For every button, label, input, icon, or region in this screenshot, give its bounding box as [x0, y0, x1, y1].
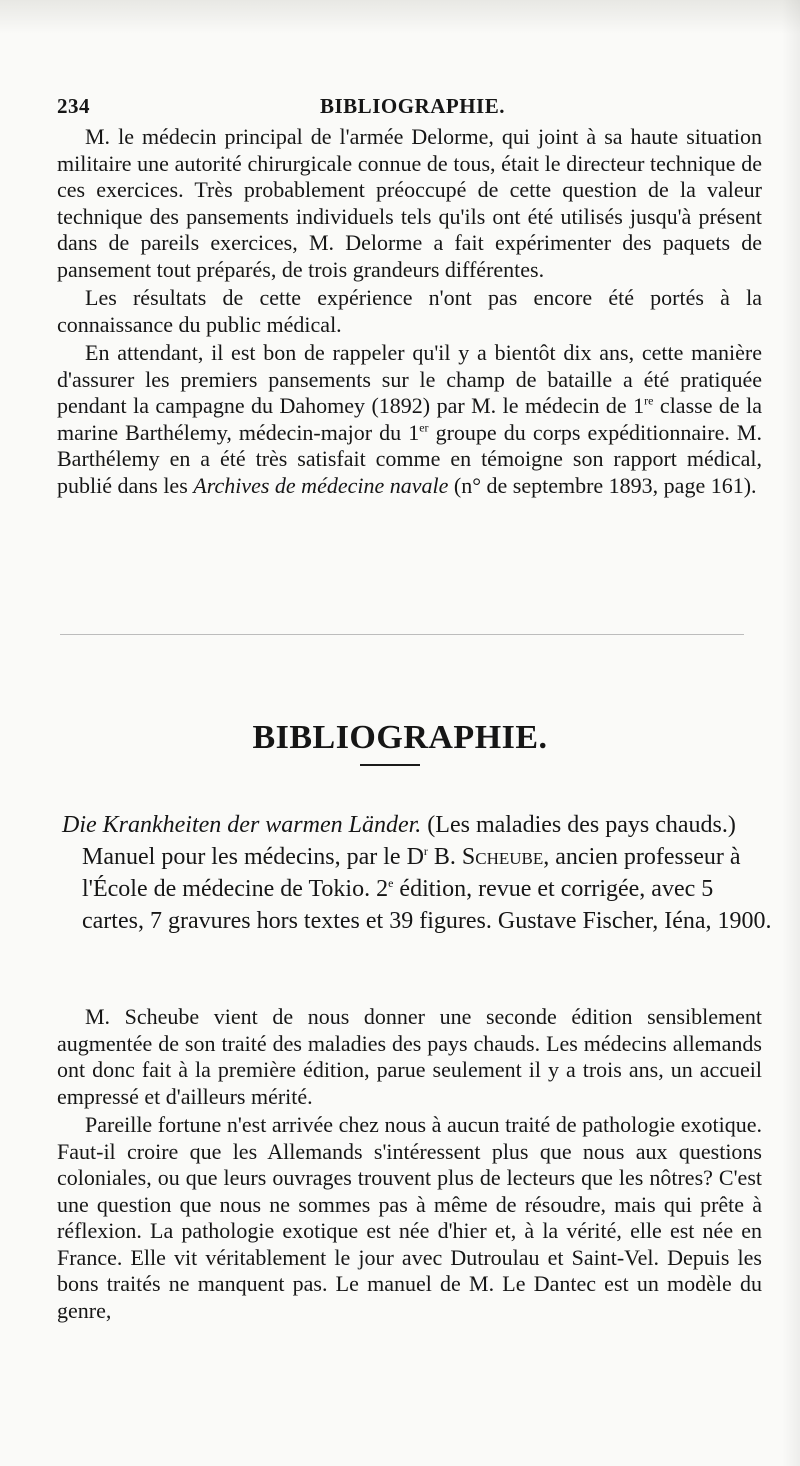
scan-top-shadow [0, 0, 800, 34]
archives-title: Archives de médecine navale [193, 472, 449, 498]
author-name: B. Scheube [427, 844, 544, 870]
intro-paragraph-3 [57, 340, 762, 499]
entry-text-3: édition, revue et corrigée, avec 5 cartes, 7 gravures hors textes et 39 figures. Gustave Fischer, Iéna, 1900. [82, 876, 772, 934]
first-group-superscript: er [419, 420, 429, 435]
running-head [57, 94, 757, 122]
page-number: 234 [57, 94, 90, 118]
intro-paragraph-1: M. le médecin principal de l'armée Delorme, qui joint à sa haute situation militaire une autorité chirurgicale connue de tous, était le directeur technique de ces exercices. Très probablement préoccupé de cette question de la valeur technique des pansements individuels tels qu'ils ont été utilisés jusqu'à présent dans de pareils exercices, M. Delorme a fait expérimenter des paquets de pansement tout préparés, de trois grandeurs différentes. [57, 124, 762, 282]
review-paragraph-1: M. Scheube vient de nous donner une seconde édition sensiblement augmentée de son traité des maladies des pays chauds. Les médecins allemands ont donc fait à la première édition, parue seulement il y a trois ans, un accueil empressé et d'ailleurs mérité. [57, 1004, 762, 1109]
intro-paragraph-3-text-3: groupe du corps expéditionnaire. M. Barthélemy en a été très satisfait comme en témoigne son rapport médical, publié dans les [57, 419, 762, 498]
intro-text [57, 124, 762, 501]
edition-superscript: e [388, 876, 394, 890]
intro-paragraph-3-text-2: classe de la marine Barthélemy, médecin-major du 1 [57, 393, 763, 445]
bibliography-heading: BIBLIOGRAPHIE. [252, 718, 548, 756]
intro-paragraph-3-text-4: (n° de septembre 1893, page 161). [448, 472, 757, 498]
running-title: BIBLIOGRAPHIE. [320, 94, 505, 118]
section-divider [60, 634, 744, 635]
doctor-superscript: r [423, 844, 428, 858]
review-paragraph-2: Pareille fortune n'est arrivée chez nous à aucun traité de pathologie exotique. Faut-il croire que les Allemands s'intéressent plus que nous aux questions coloniales, ou que leurs ouvrages trouvent plus de lecteurs que les nôtres? C'est une question que nous ne sommes pas à même de résoudre, mais qui prête à réflexion. La pathologie exotique est née d'hier et, à la vérité, elle est née en France. Elle vit véritablement le jour avec Dutroulau et Saint-Vel. Depuis les bons traités ne manquent pas. Le manuel de M. Le Dantec est un modèle du genre, [57, 1112, 762, 1323]
review-text [57, 1004, 762, 1326]
book-title: Die Krankheiten der warmen Länder. [62, 812, 422, 838]
entry-text-2: , ancien professeur à l'École de médecine de Tokio. 2 [82, 844, 741, 902]
first-class-superscript: re [644, 393, 654, 408]
intro-paragraph-3-text-1: En attendant, il est bon de rappeler qu'il y a bientôt dix ans, cette manière d'assurer les premiers pansements sur le champ de bataille a été pratiquée pendant la campagne du Dahomey (1892) par M. le médecin de 1 [57, 340, 762, 418]
entry-text-1: (Les maladies des pays chauds.) Manuel pour les médecins, par le D [82, 812, 736, 870]
heading-short-rule [360, 764, 420, 766]
bibliography-entry [62, 809, 774, 937]
intro-paragraph-2: Les résultats de cette expérience n'ont pas encore été portés à la connaissance du public médical. [57, 285, 762, 337]
